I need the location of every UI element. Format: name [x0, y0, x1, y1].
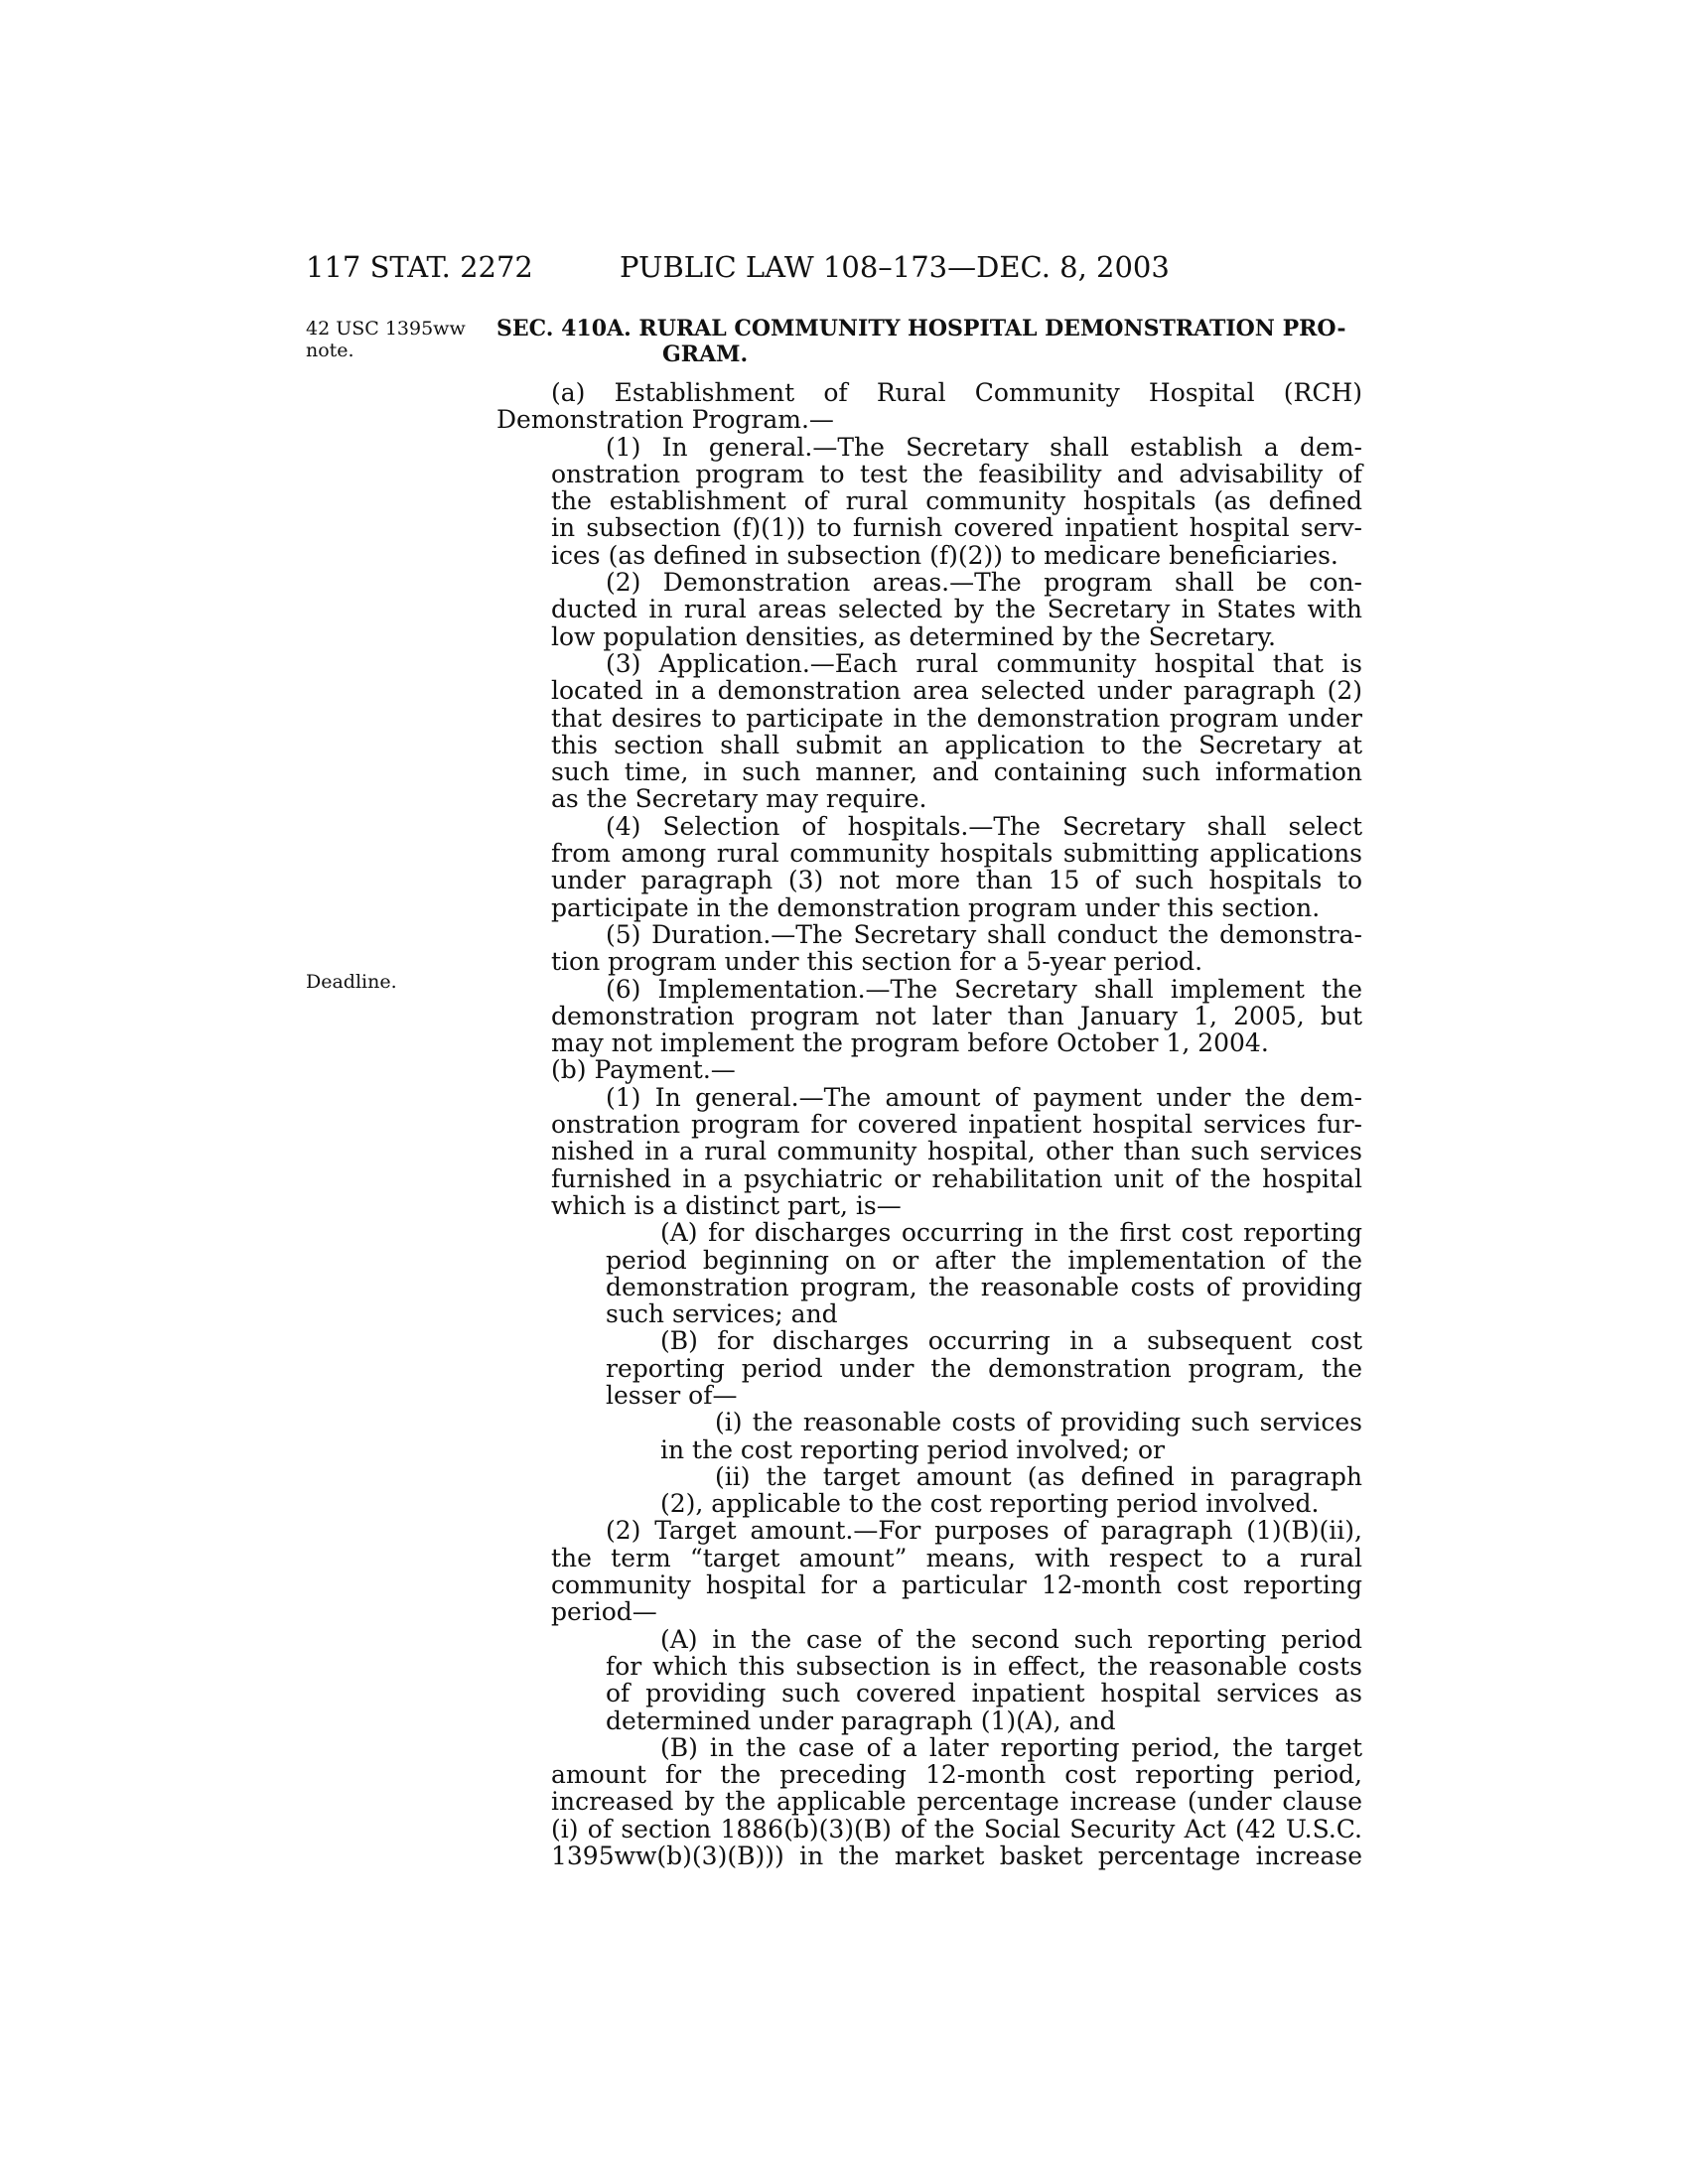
text-line: (2), applicable to the cost reporting period involved. [660, 1489, 1320, 1519]
text-line: (A) for discharges occurring in the first cost reporting [660, 1218, 1362, 1248]
body-text [496, 379, 1362, 1869]
text-line: ices (as defined in subsection (f)(2)) to medicare beneficiaries. [551, 540, 1338, 570]
text-line: such services; and [606, 1299, 838, 1329]
text-line: demonstration program not later than January 1, 2005, but [551, 1001, 1362, 1030]
text-line: that desires to participate in the demonstration program under [551, 703, 1362, 733]
text-line: (i) of section 1886(b)(3)(B) of the Social Security Act (42 U.S.C. [551, 1814, 1362, 1843]
margin-citation-line1: 42 USC 1395ww [306, 318, 466, 340]
text-line: period beginning on or after the implementation of the [606, 1245, 1362, 1275]
text-line: (1) In general.—The Secretary shall establish a dem- [606, 432, 1362, 462]
text-line: furnished in a psychiatric or rehabilitation unit of the hospital [551, 1163, 1362, 1193]
text-line: demonstration program, the reasonable costs of providing [606, 1272, 1362, 1301]
text-line: (b) Payment.— [551, 1055, 736, 1085]
text-line: onstration program for covered inpatient hospital services fur- [551, 1110, 1362, 1140]
section-heading-line2: GRAM. [662, 341, 749, 367]
text-line: nished in a rural community hospital, other than such services [551, 1137, 1362, 1166]
margin-citation-line2: note. [306, 340, 354, 361]
text-line: Demonstration Program.— [496, 405, 834, 435]
text-line: 1395ww(b)(3)(B))) in the market basket percentage increase [551, 1842, 1362, 1871]
page-number: 117 STAT. 2272 [306, 250, 533, 284]
page-header-title: PUBLIC LAW 108–173—DEC. 8, 2003 [620, 250, 1170, 284]
text-line: increased by the applicable percentage increase (under clause [551, 1787, 1362, 1817]
text-line: (2) Target amount.—For purposes of paragraph (1)(B)(ii), [606, 1516, 1362, 1546]
text-line: as the Secretary may require. [551, 784, 927, 814]
text-line: (6) Implementation.—The Secretary shall implement the [606, 974, 1362, 1004]
text-line: period— [551, 1597, 657, 1627]
text-line: (B) in the case of a later reporting period, the target [660, 1732, 1362, 1762]
text-line: located in a demonstration area selected under paragraph (2) [551, 676, 1362, 706]
text-line: (5) Duration.—The Secretary shall conduct the demonstra- [606, 919, 1362, 949]
section-heading [496, 316, 1362, 367]
margin-deadline: Deadline. [306, 971, 397, 993]
text-line: (3) Application.—Each rural community hospital that is [606, 648, 1362, 678]
text-line: community hospital for a particular 12-month cost reporting [551, 1570, 1362, 1600]
text-line: (2) Demonstration areas.—The program shall be con- [606, 568, 1362, 598]
text-line: low population densities, as determined by the Secretary. [551, 621, 1276, 651]
text-line: amount for the preceding 12-month cost reporting period, [551, 1760, 1362, 1790]
text-line: which is a distinct part, is— [551, 1190, 902, 1220]
text-line: in subsection (f)(1)) to furnish covered inpatient hospital serv- [551, 513, 1362, 543]
text-line: (A) in the case of the second such reporting period [660, 1624, 1362, 1654]
text-line: (1) In general.—The amount of payment under the dem- [606, 1082, 1362, 1112]
text-line: the term “target amount” means, with respect to a rural [551, 1543, 1362, 1572]
text-line: may not implement the program before October 1, 2004. [551, 1028, 1269, 1058]
text-line: from among rural community hospitals submitting applications [551, 839, 1362, 869]
text-line: reporting period under the demonstration program, the [606, 1353, 1362, 1383]
text-line: this section shall submit an application to the Secretary at [551, 730, 1362, 759]
text-line: lesser of— [606, 1380, 738, 1410]
section-heading-line1: SEC. 410A. RURAL COMMUNITY HOSPITAL DEMONSTRATION PRO- [496, 316, 1346, 341]
margin-citation [306, 318, 466, 361]
text-line: the establishment of rural community hospitals (as defined [551, 486, 1362, 516]
text-line: (B) for discharges occurring in a subsequent cost [660, 1326, 1362, 1356]
text-line: such time, in such manner, and containing such information [551, 757, 1362, 787]
text-line: participate in the demonstration program under this section. [551, 892, 1321, 922]
text-line: ducted in rural areas selected by the Secretary in States with [551, 595, 1362, 624]
text-line: (4) Selection of hospitals.—The Secretary shall select [606, 811, 1362, 841]
text-line: (a) Establishment of Rural Community Hospital (RCH) [551, 378, 1362, 407]
text-line: (i) the reasonable costs of providing such services [715, 1408, 1362, 1437]
text-line: (ii) the target amount (as defined in paragraph [715, 1461, 1362, 1491]
text-line: determined under paragraph (1)(A), and [606, 1706, 1116, 1735]
text-line: of providing such covered inpatient hospital services as [606, 1679, 1362, 1708]
text-line: tion program under this section for a 5-year period. [551, 947, 1203, 977]
text-line: in the cost reporting period involved; or [660, 1434, 1165, 1464]
text-line: for which this subsection is in effect, the reasonable costs [606, 1651, 1362, 1681]
text-line: under paragraph (3) not more than 15 of such hospitals to [551, 866, 1362, 895]
text-line: onstration program to test the feasibility and advisability of [551, 459, 1362, 488]
